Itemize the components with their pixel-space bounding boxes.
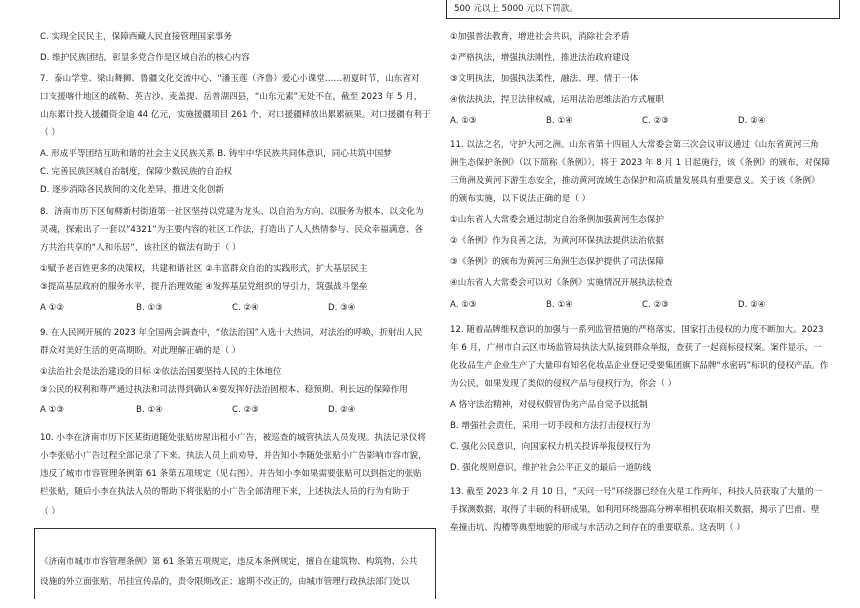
- q10-line: （ ）: [40, 507, 60, 517]
- q11-option: A. ①③: [450, 300, 477, 310]
- q9-options: [40, 404, 424, 416]
- q10-option: C. ②③: [642, 116, 669, 126]
- q9-statement: ③公民的权利和尊严通过执法和司法得到确认④要发挥好法治固根本、稳预期、利长远的保障作用: [40, 385, 408, 395]
- q8-statement: ③提高基层政府的服务水平，提升治理效能 ④发挥基层党组织的导引力，筑强战斗堡垒: [40, 282, 368, 292]
- q11-statement: ②《条例》作为良善之法，为黄河环保执法提供法治依据: [450, 236, 664, 246]
- q12-line: 化妆品生产企业生产了大量印有知名化妆品企业登记受要集团旗下品牌“水密码”标识的侵权产品。作: [450, 361, 829, 371]
- q11-statement: ④山东省人大常委会可以对《条例》实施情况开展执法检查: [450, 278, 673, 288]
- q12-line: 12. 随着品牌维权意识的加强与一系列监管措施的严格落实，国家打击侵权的力度不断加大。2023: [450, 325, 824, 335]
- q9-line: 群众对美好生活的更高期盼。对此理解正确的是（ ）: [40, 346, 241, 356]
- q6-option-d: D. 维护民族团结，彰显多党合作是区域自治的核心内容: [40, 53, 250, 63]
- q12-line: 年 6 月，广州市白云区市场监管局执法大队接到群众举报，查获了一起商标侵权案。案件显示，一: [450, 343, 822, 353]
- q11-line: 的颁布实施，以下说法正确的是（ ）: [450, 194, 591, 204]
- q9-option: C. ②③: [232, 405, 259, 415]
- q12-option: C. 强化公民意识，向国家权力机关投诉举报侵权行为: [450, 442, 651, 452]
- q12-line: 为公民，如果发现了类似的侵权产品与侵权行为，你会（ ）: [450, 379, 677, 389]
- q11-option: D. ②④: [738, 300, 766, 310]
- q11-statement: ③《条例》的颁布为黄河三角洲生态保护提供了司法保障: [450, 257, 664, 267]
- q8-option: C. ②④: [232, 303, 259, 313]
- q10-line: 栏张贴，随后小李在执法人员的帮助下将张贴的小广告全部清理下来，上述执法人员的行为有助于: [40, 487, 410, 497]
- q9-option: D. ②④: [328, 405, 356, 415]
- q10-option: D. ②④: [738, 116, 766, 126]
- q10-statement: ④依法执法，捍卫法律权威，运用法治思维法治方式履职: [450, 95, 664, 105]
- q10-option: A. ①③: [450, 116, 477, 126]
- q7-line: （ ）: [40, 128, 60, 138]
- q6-option-c: C. 实现全民民主，保障西藏人民直接管理国家事务: [40, 32, 232, 42]
- q11-option: B. ①④: [546, 300, 573, 310]
- q10-line: 10. 小李在济南市历下区某街道随处张贴房屋出租小广告，被巡查的城管执法人员发现。执法记录仪将: [40, 433, 426, 443]
- q10-option: B. ①④: [546, 116, 573, 126]
- q7-option: A. 形成平等团结互助和谐的社会主义民族关系 B. 铸牢中华民族共同体意识，同心共筑中国梦: [40, 149, 392, 159]
- q8-option: B. ①③: [136, 303, 163, 313]
- q8-statement: ①赋予老百姓更多的决策权，共建和谐社区 ②丰富群众自治的实践形式，扩大基层民主: [40, 264, 368, 274]
- q12-option: D. 强化规则意识，维护社会公平正义的最后一道防线: [450, 463, 652, 473]
- q10-statement: ③文明执法，加强执法柔性，融法、理、情于一体: [450, 74, 639, 84]
- q11-statement: ①山东省人大常委会通过制定自治条例加强黄河生态保护: [450, 215, 664, 225]
- q9-line: 9. 在人民网开展的 2023 年全国两会调查中，“依法治国”入选十大热词，对法治的呼唤，折射出人民: [40, 328, 423, 338]
- q9-statement: ①法治社会是法治建设的目标 ②依法治国要坚持人民的主体地位: [40, 367, 282, 377]
- q8-line: 方共治共享的“人和乐居”，该社区的做法有助于（ ）: [40, 243, 241, 253]
- q11-line: 11. 以法之名，守护大河之洲。山东省第十四届人大常委会第三次会议审议通过《山东省黄河三角: [450, 140, 819, 150]
- q11-line: 洲生态保护条例》（以下简称《条例》），将于 2023 年 8 月 1 日起施行，该《条例》的颁布，对保障: [450, 158, 831, 168]
- q12-option: B. 增强社会责任，采用一切手段和方法打击侵权行为: [450, 421, 651, 431]
- q8-line: 灵魂，探索出了一套以“4321”为主要内容的社区工作法，打造出了人人热情参与、民众幸福满意、各: [40, 225, 424, 235]
- q8-options: [40, 302, 424, 314]
- q7-line: 口支援喀什地区的疏勒、英吉沙、麦盖提、岳普湖四县，“山东元素”无处不在，截至 2023 年 5 月，: [40, 92, 423, 102]
- q10-options: [450, 115, 834, 127]
- q8-line: 8．济南市历下区甸柳新村街道第一社区坚持以党建为龙头、以自治为方向、以服务为根本、以文化为: [40, 207, 424, 217]
- q7-option: D. 逐步消除各民族间的文化差异，推进文化创新: [40, 185, 224, 195]
- q13-line: 13. 截至 2023 年 2 月 10 日，“天问一号”环绕器已经在火星工作两年，科技人员获取了大量的一: [450, 487, 823, 497]
- q10-statement: ①加强普法教育，增进社会共识，消除社会矛盾: [450, 32, 630, 42]
- q11-option: C. ②③: [642, 300, 669, 310]
- q11-line: 三角洲及黄河下游生态安全，推动黄河流域生态保护和高质量发展具有重要意义。关于该《条例》: [450, 176, 820, 186]
- q9-option: B. ①④: [136, 405, 163, 415]
- q13-line: 手探测数据，取得了丰硕的科研成果，如利用环绕器高分辨率相机获取相关数据，揭示了巴甫、壁: [450, 505, 820, 515]
- regulation-text: 《济南市城市市容管理条例》第 61 条第五项规定，违反本条例规定，擅自在建筑物、构筑物、公共: [40, 557, 418, 567]
- q7-line: 山东累计投入援疆资金逾 44 亿元，实施援疆项目 261 个，对口援疆释放出累累硕果。对口援疆有利于: [40, 110, 431, 120]
- q13-line: 垒撞击坑、沟槽等典型地貌的形成与水活动之间存在的重要联系。这表明（ ）: [450, 523, 745, 533]
- q11-options: [450, 299, 834, 311]
- q10-line: 违反了城市市容管理条例第 61 条第五项规定（见右图）。并告知小李如果需要张贴可以到指定的张贴: [40, 469, 422, 479]
- q8-option: A ①②: [40, 303, 65, 313]
- regulation-text: 设施的外立面张贴，吊挂宣传品的，责令限期改正；逾期不改正的，由城市管理行政执法部门处以: [40, 577, 410, 587]
- q12-option: A 恪守法治精神，对侵权假冒伪劣产品自觉予以抵制: [450, 400, 648, 410]
- q7-option: C. 完善民族区域自治制度，保障少数民族的自治权: [40, 167, 232, 177]
- q8-option: D. ③④: [328, 303, 356, 313]
- q10-line: 小李张贴小广告过程全部记录了下来。执法人员上前劝导，并告知小李随处张贴小广告影响市容市貌，: [40, 451, 427, 461]
- q7-line: 7．泰山学堂、梁山舞狮、鲁疆文化交流中心、“潘玉莲（齐鲁）爱心小课堂……初夏时节，山东省对: [40, 74, 420, 84]
- q9-option: A ①③: [40, 405, 65, 415]
- q10-statement: ②严格执法，增强执法刚性，推进法治政府建设: [450, 53, 630, 63]
- regulation-text: 500 元以上 5000 元以下罚款。: [454, 4, 578, 14]
